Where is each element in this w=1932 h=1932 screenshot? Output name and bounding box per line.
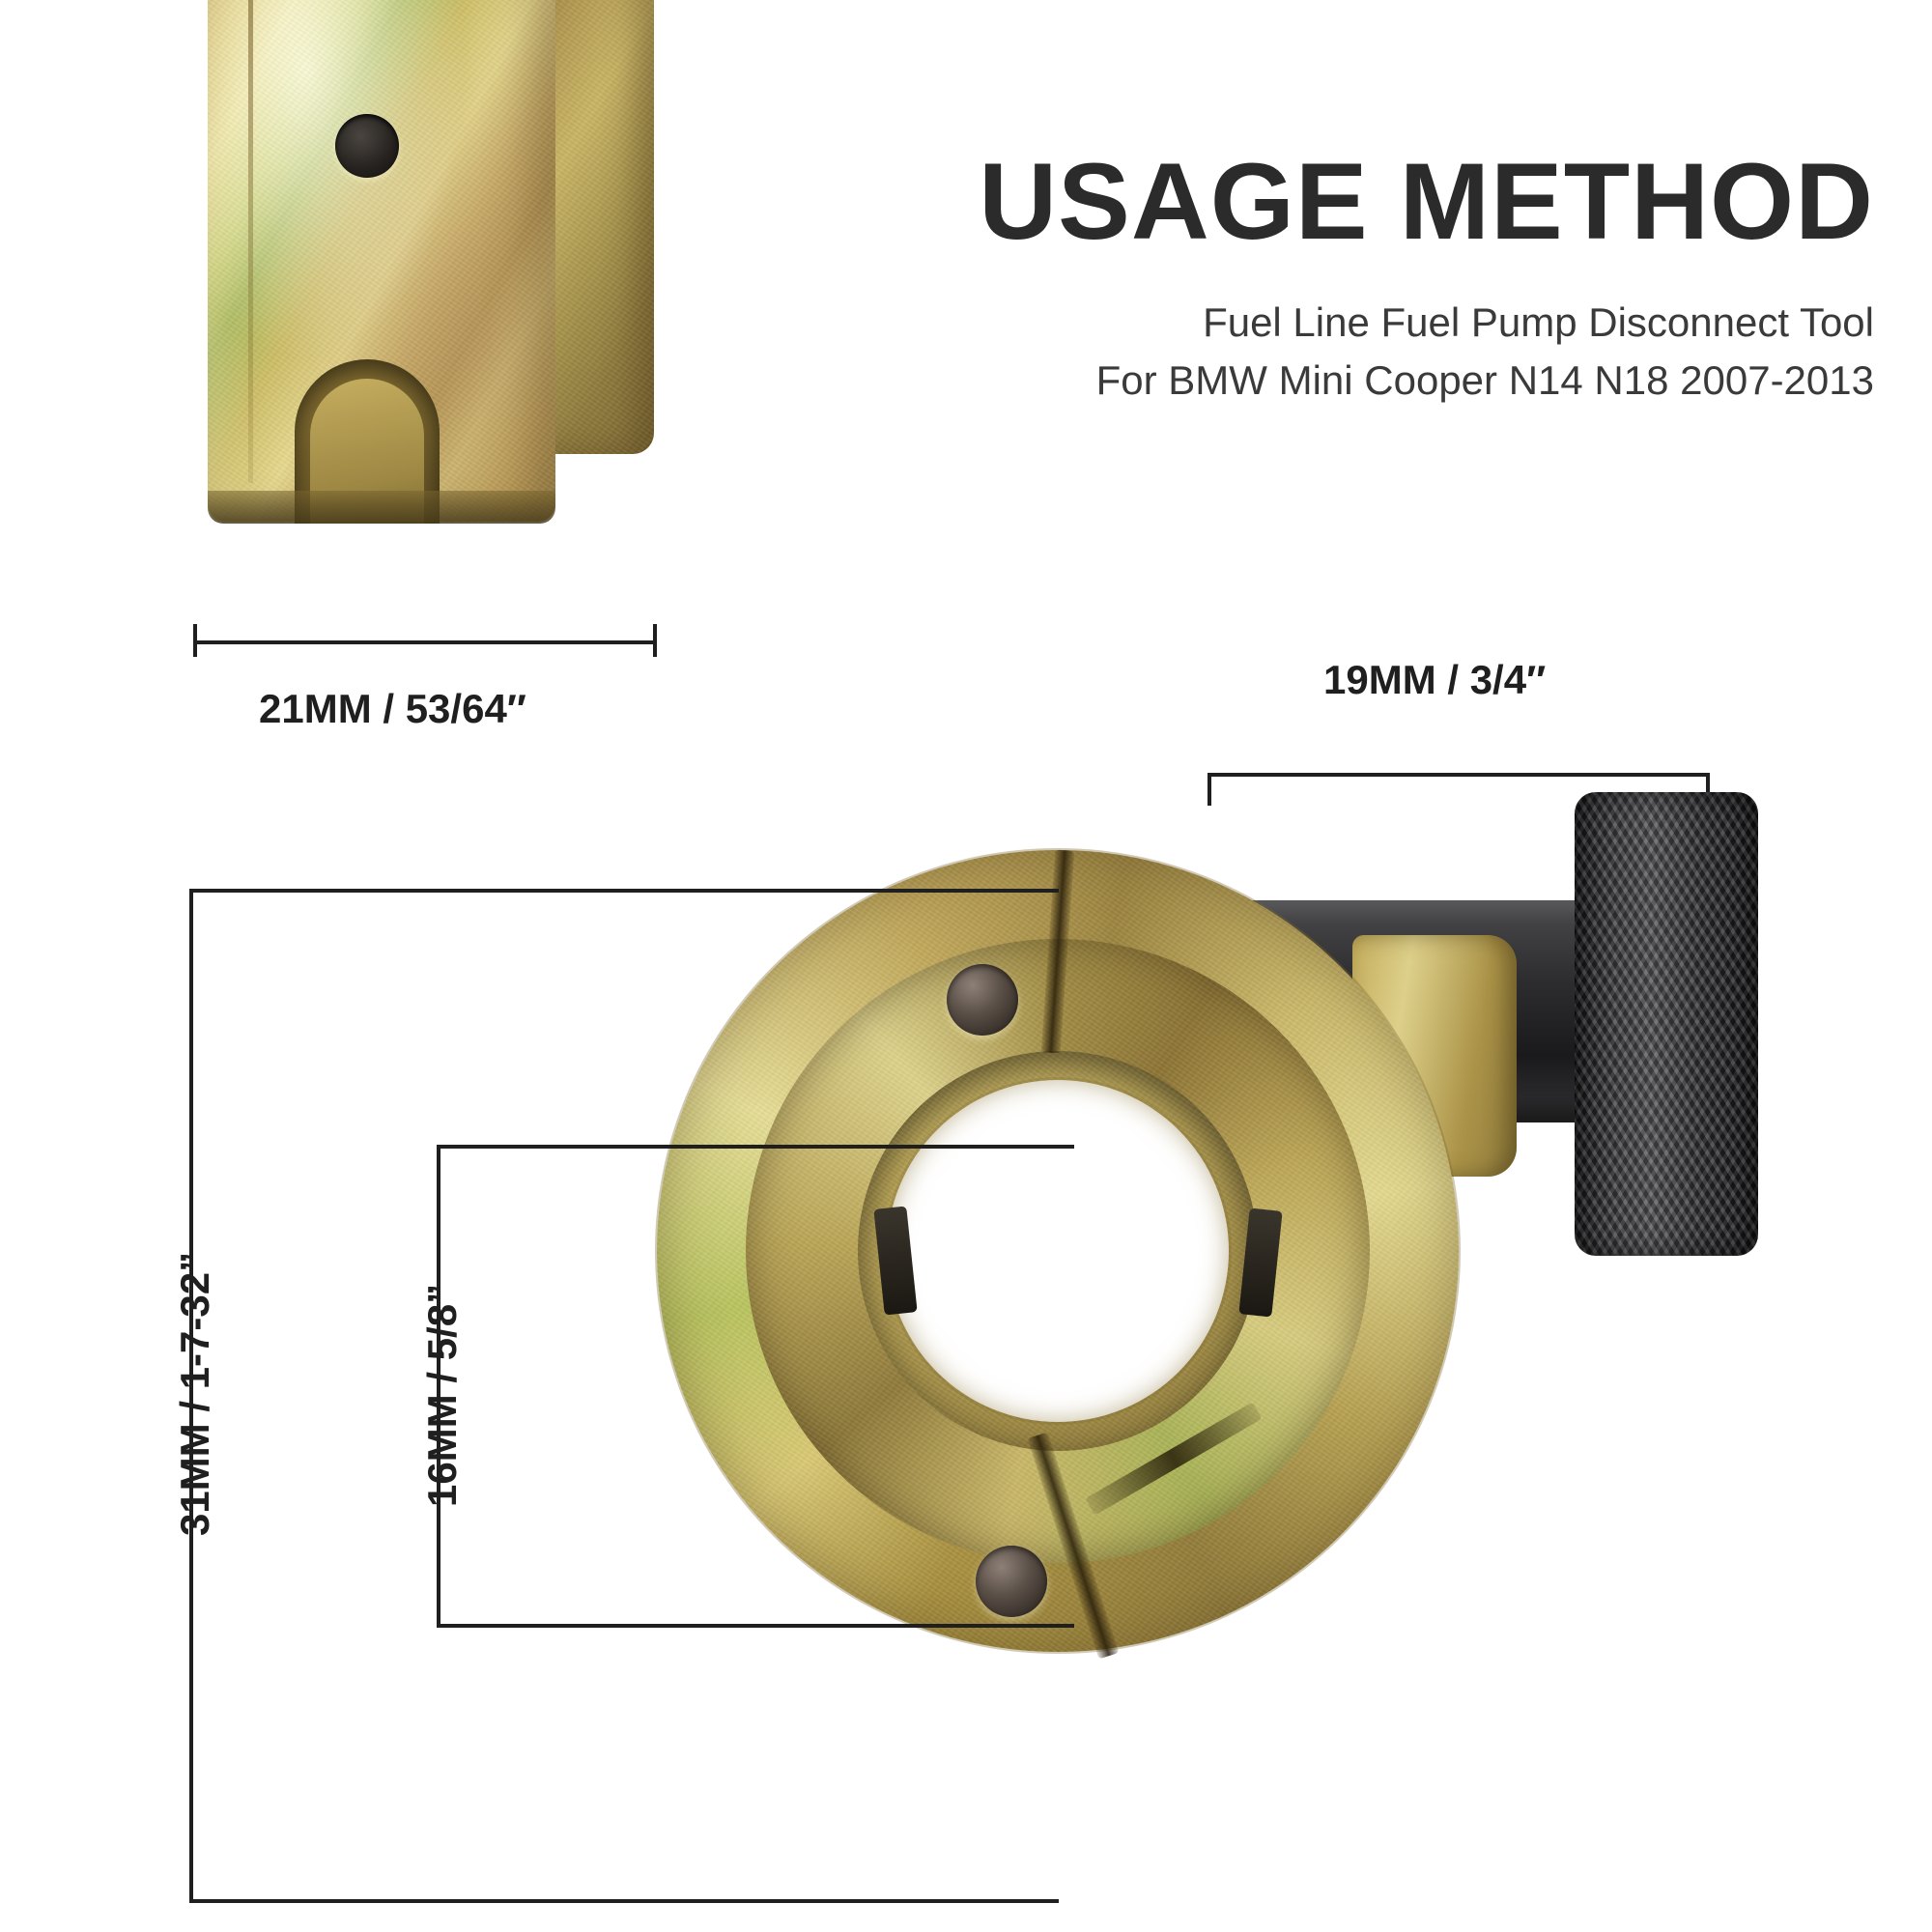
clamp-half-bottom-edge <box>208 491 555 524</box>
dimension-cap-top-overall-height <box>189 889 1059 893</box>
dimension-cap-top-bore-height <box>437 1145 1074 1149</box>
product-subtitle-line-1: Fuel Line Fuel Pump Disconnect Tool <box>1203 298 1874 345</box>
dimension-label-overall-height: 31MM / 1-7-32” <box>172 1251 217 1536</box>
dimension-cap-left-top-width <box>193 624 197 657</box>
header-text-block <box>792 141 1874 411</box>
fuel-line-disconnect-ring-tool <box>522 850 1777 1913</box>
rivet-top <box>947 964 1018 1036</box>
page-title: USAGE METHOD <box>979 141 1874 262</box>
clamp-half-seam-line <box>248 0 253 483</box>
ring-center-hole <box>887 1080 1229 1422</box>
dimension-line-screw-length <box>1208 773 1710 777</box>
rivet-bottom <box>976 1546 1047 1617</box>
dimension-label-screw-length: 19MM / 3/4″ <box>1323 657 1547 702</box>
dimension-cap-bottom-bore-height <box>437 1624 1074 1628</box>
product-subtitle-line-2: For BMW Mini Cooper N14 N18 2007-2013 <box>1095 357 1874 404</box>
thumb-screw-knurled-knob <box>1575 792 1758 1256</box>
dimension-cap-left-screw-length <box>1208 773 1211 806</box>
clamp-half-photo <box>188 0 691 580</box>
dimension-label-bore-height: 16MM / 5/8” <box>419 1283 465 1507</box>
dimension-label-top-width: 21MM / 53/64″ <box>259 686 526 731</box>
dimension-line-top-width <box>193 640 657 644</box>
clamp-half-pin-hole <box>335 114 399 178</box>
dimension-cap-right-top-width <box>653 624 657 657</box>
dimension-cap-bottom-overall-height <box>189 1899 1059 1903</box>
